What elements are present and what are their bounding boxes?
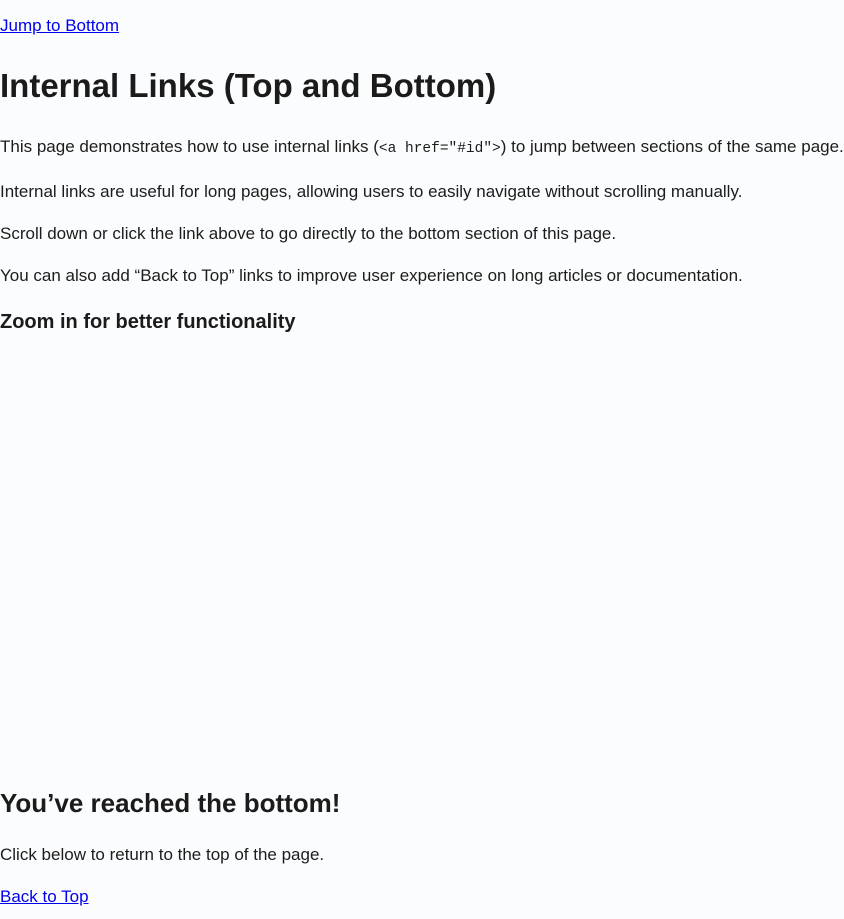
mid-heading: Zoom in for better functionality (0, 311, 296, 333)
bottom-heading: You’ve reached the bottom! (0, 788, 341, 818)
page-title: Internal Links (Top and Bottom) (0, 67, 497, 104)
empty-spacer (0, 335, 657, 787)
page (0, 14, 844, 919)
back-to-top-link[interactable]: Back to Top (0, 887, 89, 906)
intro-paragraph-2: Internal links are useful for long pages, allowing users to easily navigate without scrolling manually. (0, 182, 743, 201)
intro-paragraph-4: You can also add “Back to Top” links to improve user experience on long articles or documentation. (0, 266, 743, 285)
intro-paragraph-3: Scroll down or click the link above to go directly to the bottom section of this page. (0, 224, 617, 243)
top-link-row (0, 14, 657, 37)
intro-paragraph-1 (0, 135, 844, 161)
intro-paragraph-1-text-after: ) to jump between sections of the same page. (500, 137, 844, 156)
intro-paragraph-1-text-before: This page demonstrates how to use internal links ( (0, 137, 379, 156)
jump-to-bottom-link[interactable]: Jump to Bottom (0, 16, 120, 35)
inline-code-anchor-snippet: <a href="#id"> (378, 141, 501, 157)
bottom-link-row (0, 885, 657, 908)
bottom-text: Click below to return to the top of the page. (0, 845, 325, 864)
